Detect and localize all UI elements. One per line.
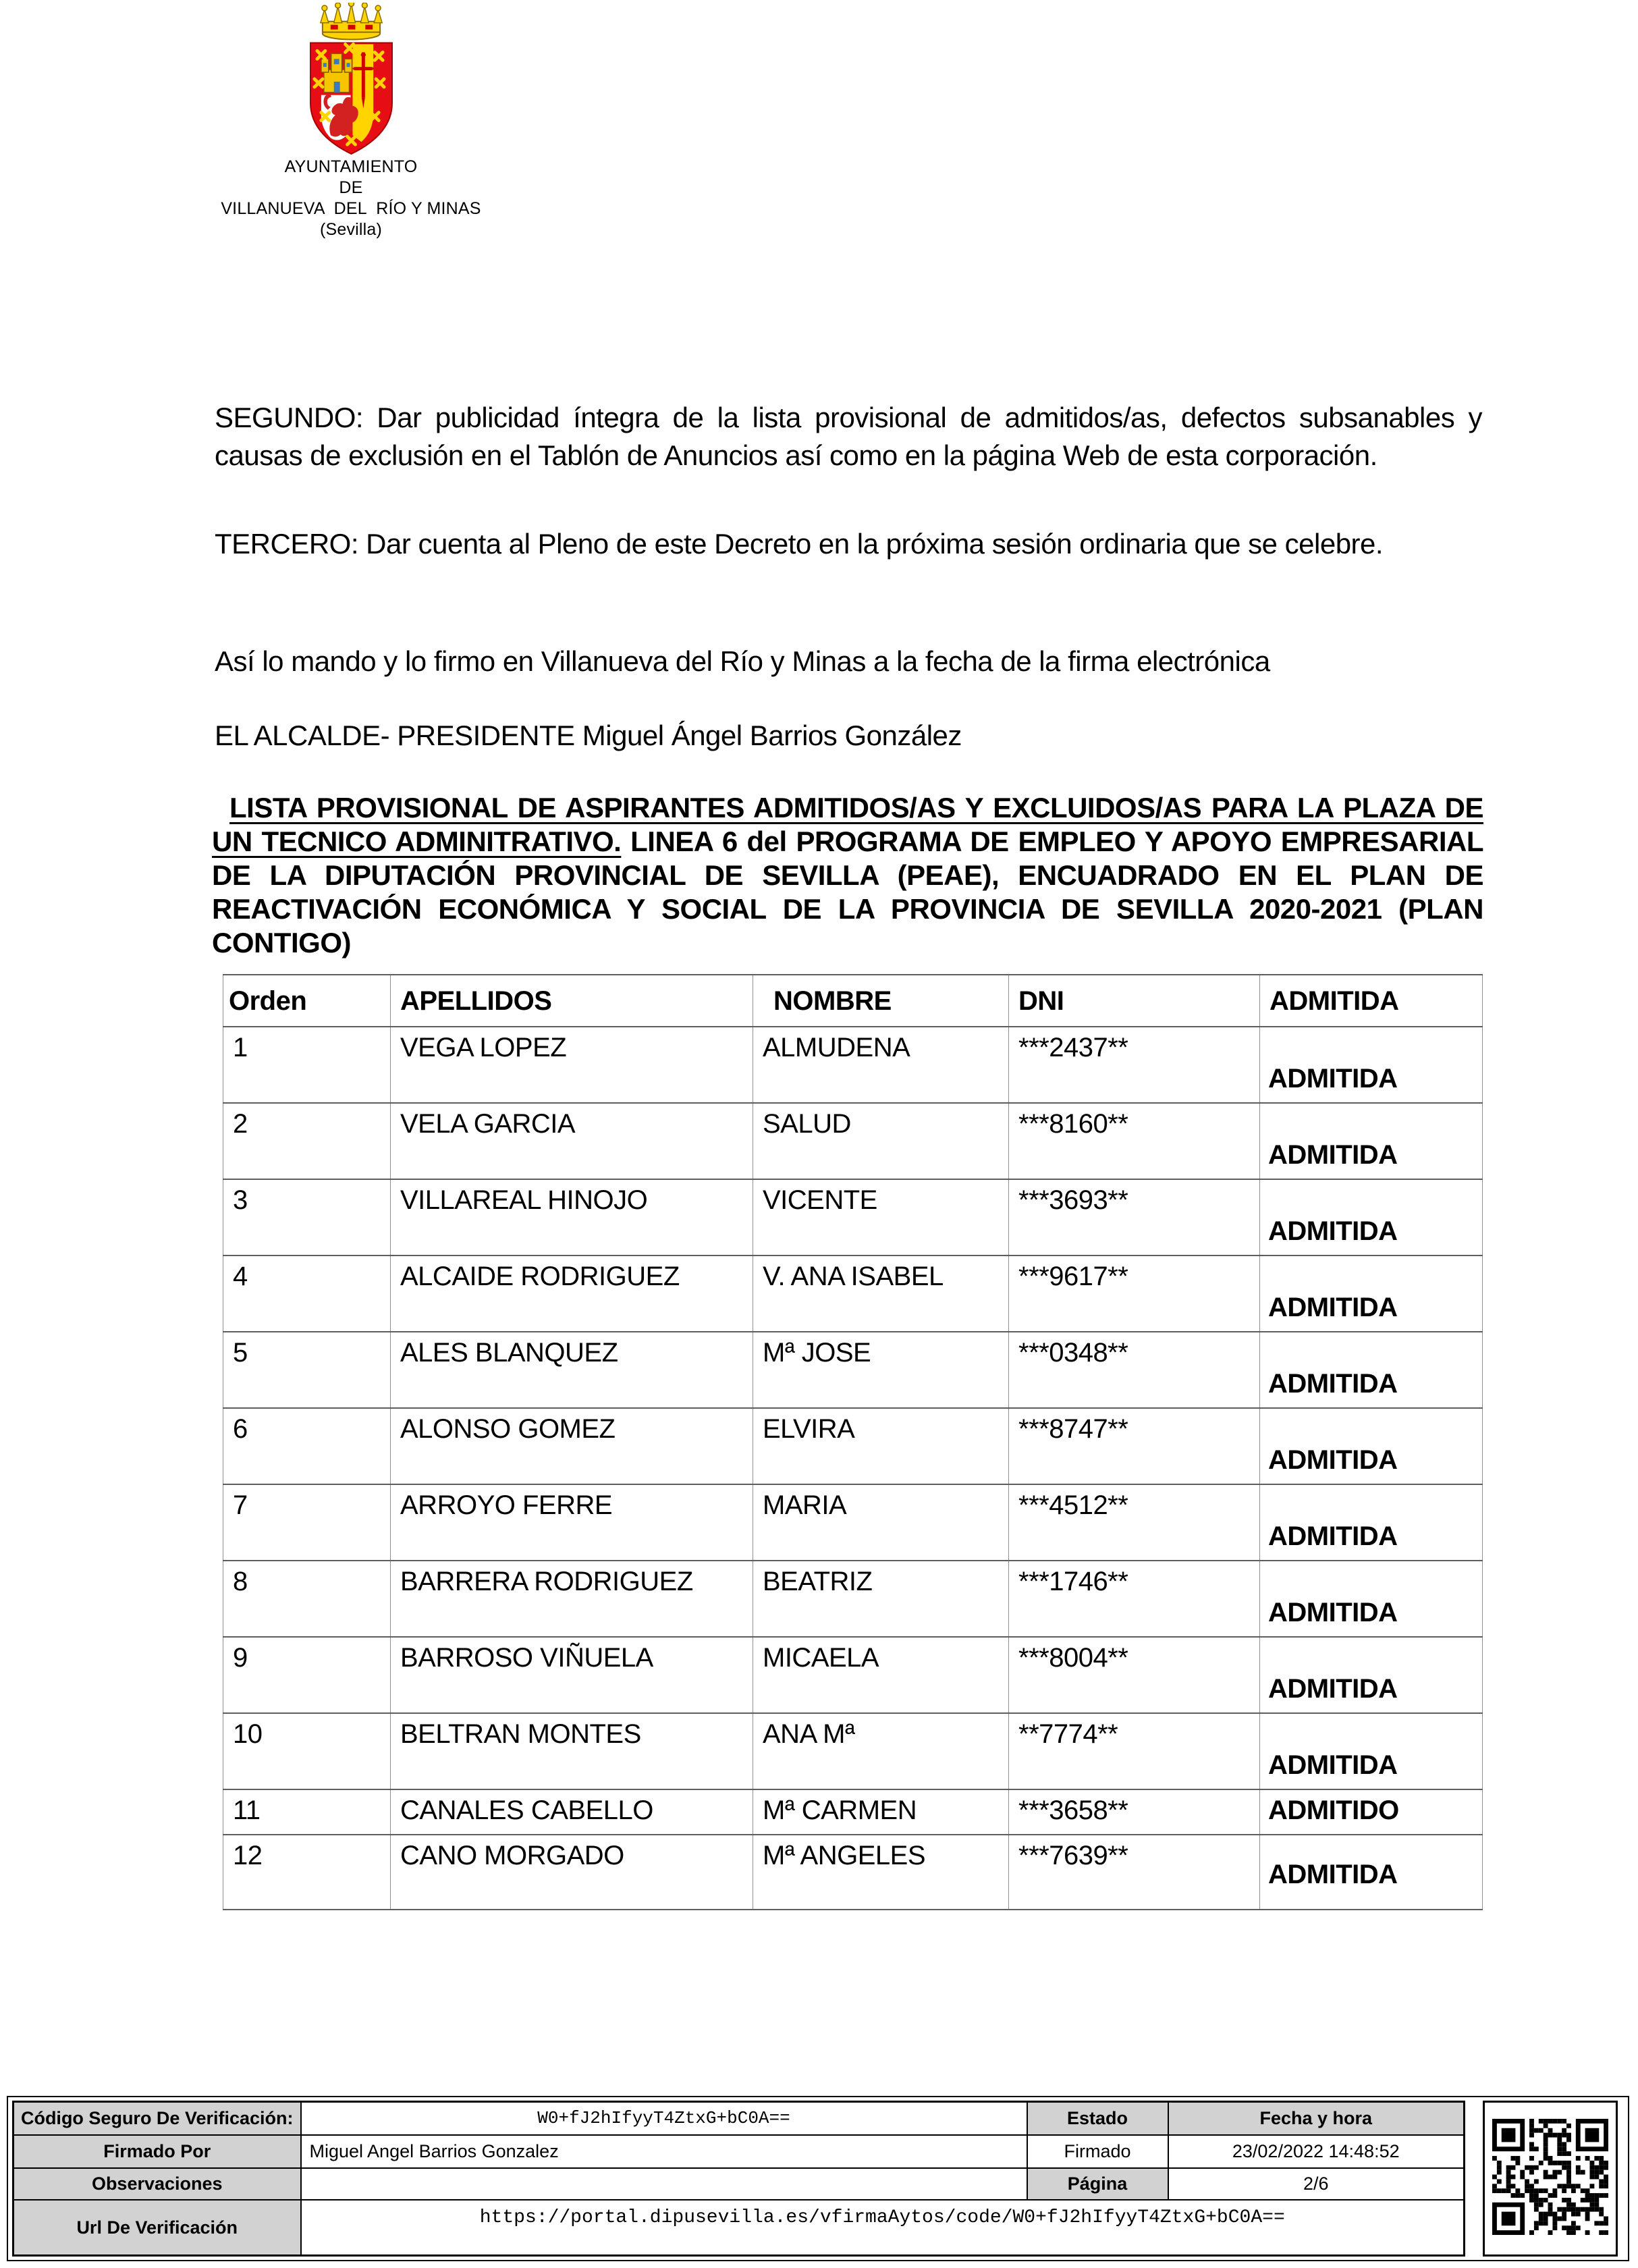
cell-apellidos: VELA GARCIA [391,1103,753,1179]
footer-row-csv [13,2102,1465,2135]
cell-admitida: ADMITIDA [1260,1027,1483,1103]
cell-apellidos: VEGA LOPEZ [391,1027,753,1103]
verification-url-link[interactable]: https://portal.dipusevilla.es/vfirmaAytos/code/W0+fJ2hIfyyT4ZtxG+bC0A== [301,2200,1465,2255]
cell-nombre: MARIA [753,1484,1009,1561]
fecha-label: Fecha y hora [1168,2102,1465,2135]
crown-icon [320,3,381,40]
table-row [223,1713,1483,1789]
cell-apellidos: ARROYO FERRE [391,1484,753,1561]
cell-orden: 2 [223,1103,391,1179]
estado-label: Estado [1027,2102,1168,2135]
municipal-logo [189,3,513,240]
cell-nombre: Mª JOSE [753,1332,1009,1408]
cell-admitida: ADMITIDA [1260,1835,1483,1910]
firmado-por-value: Miguel Angel Barrios Gonzalez [301,2135,1027,2168]
cell-orden: 6 [223,1408,391,1484]
header-orden: Orden [223,975,391,1027]
table-row [223,1027,1483,1103]
cell-apellidos: CANALES CABELLO [391,1789,753,1835]
applicants-table [223,974,1483,1910]
cell-nombre: Mª ANGELES [753,1835,1009,1910]
cell-nombre: VICENTE [753,1179,1009,1256]
cell-nombre: V. ANA ISABEL [753,1256,1009,1332]
header-nombre: NOMBRE [753,975,1009,1027]
table-row [223,1179,1483,1256]
cell-orden: 3 [223,1179,391,1256]
cell-dni: ***9617** [1009,1256,1260,1332]
url-label: Url De Verificación [13,2200,301,2255]
cell-apellidos: BARROSO VIÑUELA [391,1637,753,1713]
cell-dni: ***8747** [1009,1408,1260,1484]
table-row [223,1332,1483,1408]
cell-nombre: MICAELA [753,1637,1009,1713]
list-title-underlined: LISTA PROVISIONAL DE ASPIRANTES ADMITIDOS/AS Y EXCLUIDOS/AS PARA LA PLAZA DE UN TECNICO ADMINITRATIVO. [212,792,1483,857]
cell-apellidos: BARRERA RODRIGUEZ [391,1561,753,1637]
cell-dni: ***8004** [1009,1637,1260,1713]
cell-admitida: ADMITIDA [1260,1179,1483,1256]
paragraph-firma: Así lo mando y lo firmo en Villanueva del Río y Minas a la fecha de la firma electrónica [215,645,1270,677]
cell-admitida: ADMITIDA [1260,1561,1483,1637]
table-row [223,1408,1483,1484]
cell-nombre: Mª CARMEN [753,1789,1009,1835]
cell-orden: 8 [223,1561,391,1637]
table-row [223,1637,1483,1713]
paragraph-segundo: SEGUNDO: Dar publicidad íntegra de la lista provisional de admitidos/as, defectos subsanables y causas de exclusión en el Tablón de Anuncios así como en la página Web de esta corporación. [215,402,1482,471]
cell-dni: ***3658** [1009,1789,1260,1835]
footer-row-firmado [13,2135,1465,2168]
table-row [223,1561,1483,1637]
cell-admitida: ADMITIDA [1260,1484,1483,1561]
observaciones-value [301,2168,1027,2200]
cell-orden: 1 [223,1027,391,1103]
verification-footer [7,2096,1629,2261]
qr-code [1492,2119,1608,2238]
cell-admitida: ADMITIDA [1260,1103,1483,1179]
table-row [223,1789,1483,1835]
verification-table [12,2101,1465,2257]
org-name-line3: VILLANUEVA DEL RÍO Y MINAS [221,199,481,218]
cell-nombre: SALUD [753,1103,1009,1179]
cell-apellidos: CANO MORGADO [391,1835,753,1910]
cell-admitida: ADMITIDA [1260,1637,1483,1713]
cell-dni: ***8160** [1009,1103,1260,1179]
paragraph-alcalde: EL ALCALDE- PRESIDENTE Miguel Ángel Barrios González [215,720,962,751]
cell-dni: **7774** [1009,1713,1260,1789]
estado-value: Firmado [1027,2135,1168,2168]
org-name-line4: (Sevilla) [319,220,383,239]
header-apellidos: APELLIDOS [391,975,753,1027]
header-dni: DNI [1009,975,1260,1027]
cell-admitida: ADMITIDA [1260,1332,1483,1408]
coat-of-arms-icon [299,3,404,157]
qr-code-box [1483,2101,1618,2257]
list-title [212,791,1483,960]
table-row [223,1256,1483,1332]
footer-row-observaciones [13,2168,1465,2200]
cell-dni: ***1746** [1009,1561,1260,1637]
pagina-label: Página [1027,2168,1168,2200]
cell-orden: 7 [223,1484,391,1561]
observaciones-label: Observaciones [13,2168,301,2200]
cell-dni: ***2437** [1009,1027,1260,1103]
pagina-value: 2/6 [1168,2168,1465,2200]
footer-row-url [13,2200,1465,2255]
applicants-table-body [223,1027,1483,1910]
fecha-value: 23/02/2022 14:48:52 [1168,2135,1465,2168]
csv-value: W0+fJ2hIfyyT4ZtxG+bC0A== [301,2102,1027,2135]
cell-apellidos: VILLAREAL HINOJO [391,1179,753,1256]
cell-dni: ***3693** [1009,1179,1260,1256]
cell-apellidos: BELTRAN MONTES [391,1713,753,1789]
cell-orden: 11 [223,1789,391,1835]
shield-icon [310,43,392,154]
table-row [223,1103,1483,1179]
cell-apellidos: ALCAIDE RODRIGUEZ [391,1256,753,1332]
cell-nombre: ELVIRA [753,1408,1009,1484]
csv-label: Código Seguro De Verificación: [13,2102,301,2135]
header-admitida: ADMITIDA [1260,975,1483,1027]
cell-orden: 4 [223,1256,391,1332]
cell-nombre: ANA Mª [753,1713,1009,1789]
cell-dni: ***0348** [1009,1332,1260,1408]
cell-apellidos: ALES BLANQUEZ [391,1332,753,1408]
org-name-line2: DE [339,178,363,197]
cell-dni: ***4512** [1009,1484,1260,1561]
cell-orden: 5 [223,1332,391,1408]
table-row [223,1835,1483,1910]
cell-admitida: ADMITIDO [1260,1789,1483,1835]
firmado-por-label: Firmado Por [13,2135,301,2168]
cell-apellidos: ALONSO GOMEZ [391,1408,753,1484]
cell-dni: ***7639** [1009,1835,1260,1910]
cell-nombre: ALMUDENA [753,1027,1009,1103]
cell-admitida: ADMITIDA [1260,1256,1483,1332]
paragraph-tercero: TERCERO: Dar cuenta al Pleno de este Decreto en la próxima sesión ordinaria que se celebre. [215,528,1384,560]
list-title-rest: LINEA 6 del PROGRAMA DE EMPLEO Y APOYO EMPRESARIAL DE LA DIPUTACIÓN PROVINCIAL DE SEVILLA (PEAE), ENCUADRADO EN EL PLAN DE REACTIVACIÓN ECONÓMICA Y SOCIAL DE LA PROVINCIA DE SEVILLA 2020-2021 (PLAN CONTIGO) [212,826,1483,959]
cell-orden: 12 [223,1835,391,1910]
cell-orden: 9 [223,1637,391,1713]
org-name-line1: AYUNTAMIENTO [284,157,418,176]
table-row [223,1484,1483,1561]
cell-admitida: ADMITIDA [1260,1408,1483,1484]
cell-admitida: ADMITIDA [1260,1713,1483,1789]
table-header-row [223,975,1483,1027]
cell-orden: 10 [223,1713,391,1789]
cell-nombre: BEATRIZ [753,1561,1009,1637]
